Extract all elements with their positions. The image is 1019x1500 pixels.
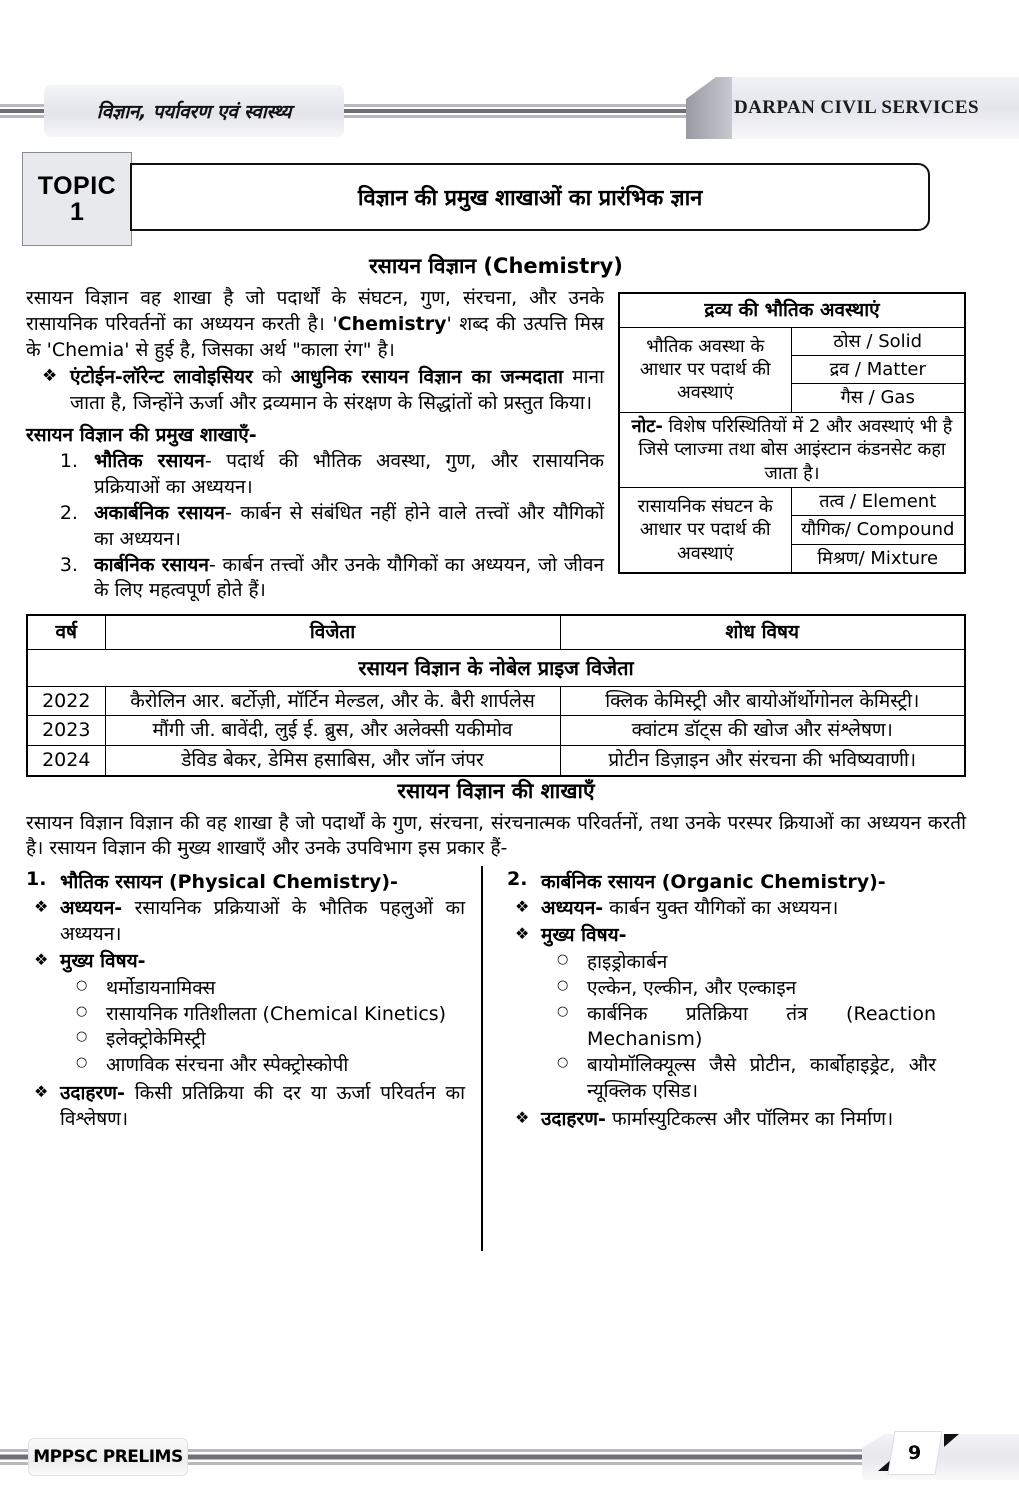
topic-badge-number: 1 [70,198,84,226]
matter-chemical-state: यौगिक/ Compound [791,516,965,544]
physical-chemistry-column [26,868,481,1133]
branch-desc: - कार्बन तत्त्वों और उनके यौगिकों का अध्ययन, जो जीवन के लिए महत्वपूर्ण होते हैं। [94,553,604,602]
matter-physical-state: द्रव / Matter [791,356,965,384]
topics-label: मुख्य विषय- [541,924,627,947]
list-item [541,896,936,922]
example-label: उदाहरण- [60,1082,125,1105]
list-item: ○ इलेक्ट्रोकेमिस्ट्री [106,1027,465,1053]
list-item: ○ रासायनिक गतिशीलता (Chemical Kinetics) [106,1002,465,1028]
example-text: फार्मास्युटिकल्स और पॉलिमर का निर्माण। [605,1107,894,1130]
cell-year: 2024 [27,745,105,775]
example-label: उदाहरण- [541,1107,606,1130]
topics-label: मुख्य विषय- [60,949,146,972]
nobel-table-title: रसायन विज्ञान के नोबेल प्राइज विजेता [27,649,965,686]
list-item: ○ हाइड्रोकार्बन [587,950,936,976]
cell-topic: प्रोटीन डिज़ाइन और संरचना की भविष्यवाणी। [560,745,965,775]
matter-chemical-label: रासायनिक संघटन के आधार पर पदार्थ की अवस्थाएं [619,488,791,574]
matter-note-cell [619,412,965,487]
lavoisier-title: आधुनिक रसायन विज्ञान का जन्मदाता [290,366,564,389]
topic-badge [22,152,132,246]
nobel-table-head [27,615,965,649]
lavoisier-conn: को [252,366,291,389]
header-brand-edge [686,77,732,139]
organic-chemistry-number: 2. [507,868,528,891]
topic-banner [22,152,930,246]
table-row [619,293,965,327]
header-brand-tab [686,77,1019,139]
matter-chemical-state: मिश्रण/ Mixture [791,544,965,573]
organic-chemistry-list [507,896,936,1132]
page-header [0,85,1019,145]
matter-physical-state: ठोस / Solid [791,327,965,355]
cell-topic: क्वांटम डॉट्स की खोज और संश्लेषण। [560,716,965,746]
cell-topic: क्लिक केमिस्ट्री और बायोऑर्थोगोनल केमिस्ट्री। [560,686,965,716]
branches-section-heading: रसायन विज्ञान की शाखाएँ [397,778,595,803]
topic-badge-label: TOPIC [37,171,117,200]
physical-chemistry-number: 1. [26,868,47,891]
table-row [27,716,965,746]
list-item: ○ एल्केन, एल्कीन, और एल्काइन [587,976,936,1002]
triangle-right-icon [944,1434,959,1447]
physical-chemistry-topics [60,976,465,1079]
column-header-winner: विजेता [105,615,560,649]
list-item [541,1107,936,1133]
study-label: अध्ययन- [541,897,604,920]
organic-chemistry-title: कार्बनिक रसायन (Organic Chemistry)- [541,871,886,894]
list-item [541,923,936,1105]
physical-chemistry-list [26,896,465,1132]
footer-exam-tab [28,1438,188,1476]
page-number: 9 [908,1442,922,1464]
study-label: अध्ययन- [60,897,123,920]
organic-chemistry-column [481,868,936,1133]
table-row [619,412,965,487]
table-row [619,488,965,516]
organic-chemistry-topics [541,950,936,1105]
table-row [27,649,965,686]
branch-term: कार्बनिक रसायन [94,553,209,576]
branches-intro-paragraph: रसायन विज्ञान विज्ञान की वह शाखा है जो पदार्थों के गुण, संरचना, संरचनात्मक परिवर्तनों, तथा उनके परस्पर क्रियाओं का अध्ययन करती है। रसायन विज्ञान की मुख्य शाखाएँ और उनके उपविभाग इस प्रकार हैं- [26,811,966,860]
cell-winner: डेविड बेकर, डेमिस हसाबिस, और जॉन जंपर [105,745,560,775]
cell-year: 2022 [27,686,105,716]
header-subject-label: विज्ञान, पर्यावरण एवं स्वास्थ्य [96,101,292,123]
topic-title: विज्ञान की प्रमुख शाखाओं का प्रारंभिक ज्ञान [357,186,703,211]
table-row [27,686,965,716]
study-text: कार्बन युक्त यौगिकों का अध्ययन। [603,897,839,920]
footer-exam-label: MPPSC PRELIMS [33,1447,183,1467]
chemistry-intro-part1: रसायन विज्ञान वह शाखा है जो पदार्थों के संघटन, गुण, संरचना, और उनके रासायनिक परिवर्तनों का अध्ययन करती है। ' [26,287,604,335]
branches-two-column [26,868,966,1133]
footer-page-shape [862,1434,1019,1480]
column-header-topic: शोध विषय [560,615,965,649]
table-row [27,745,965,775]
table-row [27,615,965,649]
cell-year: 2023 [27,716,105,746]
column-header-year: वर्ष [27,615,105,649]
topic-title-box [130,163,930,231]
example-text: किसी प्रतिक्रिया की दर या ऊर्जा परिवर्तन का विश्लेषण। [60,1082,465,1130]
matter-note-label: नोट- [631,415,663,437]
lavoisier-bullet-list [26,365,966,417]
list-item [70,365,966,417]
list-item: ○ आणविक संरचना और स्पेक्ट्रोस्कोपी [106,1053,465,1079]
lavoisier-rest: माना जाता है, जिन्होंने ऊर्जा और द्रव्यमान के संरक्षण के सिद्धांतों को प्रस्तुत किया। [70,366,604,415]
cell-winner: कैरोलिन आर. बर्टोज़ी, मॉर्टिन मेल्डल, और के. बैरी शार्पलेस [105,686,560,716]
table-row [619,327,965,355]
column-divider [481,866,483,1251]
nobel-prize-table [26,614,966,777]
branch-term: अकार्बनिक रसायन [94,502,226,525]
list-item [60,896,465,948]
matter-chemical-state: तत्व / Element [791,488,965,516]
footer-page-tab [862,1434,1019,1480]
list-item: ○ थर्मोडायनामिक्स [106,976,465,1002]
header-subject-tab [44,85,344,137]
branch-term: भौतिक रसायन [94,450,205,473]
matter-table-title: द्रव्य की भौतिक अवस्थाएं [619,293,965,327]
matter-note-text: विशेष परिस्थितियों में 2 और अवस्थाएं भी है जिसे प्लाज्मा तथा बोस आइंस्टान कंडनसेट कहा जाता है। [638,415,953,484]
chemistry-intro-keyword: Chemistry [337,312,447,335]
header-brand-label: DARPAN CIVIL SERVICES [734,97,979,118]
page-footer [0,1438,1019,1480]
main-content [26,252,966,1134]
cell-winner: मौंगी जी. बावेंदी, लुई ई. ब्रुस, और अलेक्सी यकीमोव [105,716,560,746]
matter-physical-label: भौतिक अवस्था के आधार पर पदार्थ की अवस्थाएं [619,327,791,412]
matter-physical-state: गैस / Gas [791,384,965,412]
major-branches-heading: रसायन विज्ञान की प्रमुख शाखाएँ- [26,424,257,447]
chemistry-heading: रसायन विज्ञान (Chemistry) [369,254,623,278]
study-text: रसायनिक प्रक्रियाओं के भौतिक पहलुओं का अध्ययन। [60,897,465,946]
branch-desc: - कार्बन से संबंधित नहीं होने वाले तत्त्वों और यौगिकों का अध्ययन। [94,502,605,550]
list-item: ○ कार्बनिक प्रतिक्रिया तंत्र (Reaction Mechanism) [587,1002,936,1054]
organic-chemistry-title-row [507,868,936,894]
physical-chemistry-title: भौतिक रसायन (Physical Chemistry)- [60,871,398,894]
lavoisier-name: एंटोईन-लॉरेन्ट लावोइसियर [70,366,253,389]
list-item [60,1081,465,1133]
list-item: ○ बायोमॉलिक्यूल्स जैसे प्रोटीन, कार्बोहाइड्रेट, और न्यूक्लिक एसिड। [587,1053,936,1105]
branch-desc: - पदार्थ की भौतिक अवस्था, गुण, और रासायनिक प्रक्रियाओं का अध्ययन। [94,450,604,498]
nobel-table-body [27,686,965,776]
matter-states-table [618,292,966,574]
physical-chemistry-title-row [26,868,465,894]
page-number-box [889,1432,942,1474]
chemistry-intro-part2: ' शब्द की उत्पत्ति मिस्र के 'Chemia' से हुई है, जिसका अर्थ "काला रंग" है। [26,312,604,361]
list-item [60,949,465,1079]
